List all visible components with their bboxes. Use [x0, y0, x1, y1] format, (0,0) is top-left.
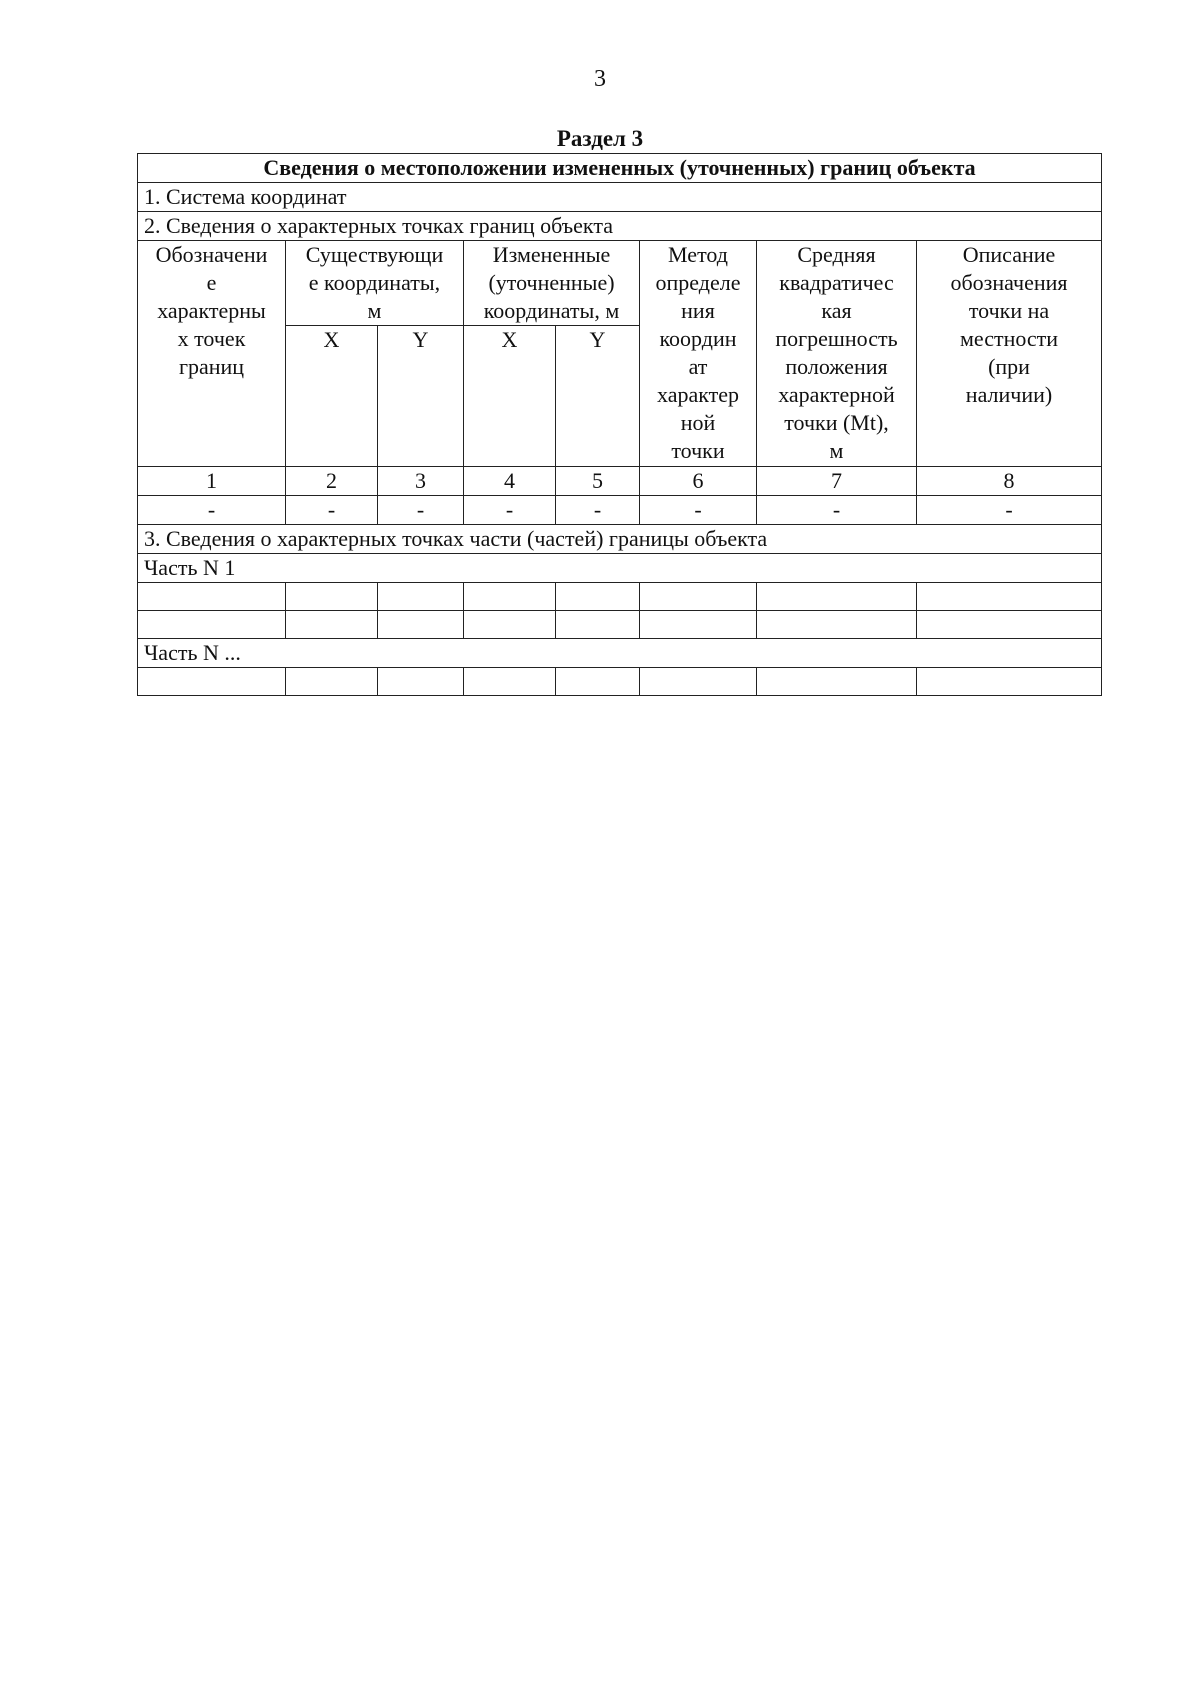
header-changed-x: X: [464, 326, 556, 467]
header-line: Существующи: [305, 242, 444, 267]
page-number: 3: [594, 66, 606, 92]
part-1-row: [138, 554, 1102, 583]
header-line: Описание: [962, 242, 1056, 267]
column-number: 8: [917, 467, 1102, 496]
table-cell: [286, 611, 378, 639]
table-cell: [556, 583, 640, 611]
column-number: 7: [757, 467, 917, 496]
header-row-1: [138, 241, 1102, 326]
table-cell: -: [757, 496, 917, 525]
header-line: характер: [656, 382, 740, 407]
header-line: х точек: [177, 326, 246, 351]
part-1-label: Часть N 1: [138, 554, 1102, 583]
header-line: кая: [821, 298, 852, 323]
table-cell: -: [378, 496, 464, 525]
table-cell: [378, 583, 464, 611]
header-line: м: [829, 438, 844, 463]
table-cell: [640, 668, 757, 696]
table-cell: [757, 583, 917, 611]
header-line: точки на: [968, 298, 1050, 323]
table-title-row: [138, 154, 1102, 183]
table-cell: [757, 611, 917, 639]
table-cell: [757, 668, 917, 696]
table-cell: [556, 611, 640, 639]
table-cell: -: [640, 496, 757, 525]
header-line: квадратичес: [779, 270, 894, 295]
header-line: м: [367, 298, 382, 323]
empty-row: [138, 583, 1102, 611]
header-line: е координаты,: [308, 270, 441, 295]
table-cell: [378, 611, 464, 639]
parts-info-row: [138, 525, 1102, 554]
header-changed-y: Y: [556, 326, 640, 467]
header-point-designation: [138, 241, 286, 467]
column-number: 2: [286, 467, 378, 496]
header-line: ной: [680, 410, 716, 435]
header-line: Метод: [668, 242, 728, 267]
header-point-description: [917, 241, 1102, 467]
header-mean-square-error: [757, 241, 917, 467]
parts-info-label: 3. Сведения о характерных точках части (частей) границы объекта: [138, 525, 1102, 554]
table-title: Сведения о местоположении измененных (уточненных) границ объекта: [138, 154, 1102, 183]
header-existing-x: X: [286, 326, 378, 467]
header-line: местности: [959, 326, 1059, 351]
header-line: границ: [178, 354, 245, 379]
table-cell: -: [556, 496, 640, 525]
column-number: 4: [464, 467, 556, 496]
column-number: 5: [556, 467, 640, 496]
header-line: положения: [785, 354, 888, 379]
header-line: точки (Mt),: [784, 410, 889, 435]
column-number: 1: [138, 467, 286, 496]
empty-row: [138, 611, 1102, 639]
column-number: 6: [640, 467, 757, 496]
table-cell: [138, 611, 286, 639]
header-existing-y: Y: [378, 326, 464, 467]
dash-row: [138, 496, 1102, 525]
coordinate-system-label: 1. Система координат: [138, 183, 1102, 212]
table-cell: [138, 583, 286, 611]
header-line: характерны: [157, 298, 266, 323]
header-line: ат: [688, 354, 708, 379]
table-cell: -: [286, 496, 378, 525]
header-line: ния: [681, 298, 715, 323]
table-cell: -: [464, 496, 556, 525]
table-cell: [286, 583, 378, 611]
header-line: (при: [988, 354, 1030, 379]
part-n-label: Часть N ...: [138, 639, 1102, 668]
table-cell: [464, 583, 556, 611]
boundary-table: [137, 153, 1102, 696]
table-cell: [138, 668, 286, 696]
table-cell: [640, 583, 757, 611]
header-line: точки: [671, 438, 725, 463]
table-cell: [556, 668, 640, 696]
header-changed-coordinates: [464, 241, 640, 326]
header-line: (уточненные): [488, 270, 615, 295]
header-line: характерной: [778, 382, 895, 407]
table-cell: -: [917, 496, 1102, 525]
header-line: определе: [655, 270, 741, 295]
table-cell: [917, 668, 1102, 696]
table-cell: [917, 611, 1102, 639]
table-cell: [464, 668, 556, 696]
header-line: наличии): [965, 382, 1053, 407]
points-info-label: 2. Сведения о характерных точках границ объекта: [138, 212, 1102, 241]
table-cell: -: [138, 496, 286, 525]
header-line: обозначения: [950, 270, 1068, 295]
header-line: Средняя: [797, 242, 876, 267]
header-method: [640, 241, 757, 467]
header-line: погрешность: [775, 326, 898, 351]
table-cell: [378, 668, 464, 696]
header-line: е: [206, 270, 217, 295]
part-n-row: [138, 639, 1102, 668]
column-number: 3: [378, 467, 464, 496]
points-info-row: [138, 212, 1102, 241]
header-line: координ: [659, 326, 737, 351]
table-cell: [917, 583, 1102, 611]
header-line: координаты, м: [483, 298, 620, 323]
table-cell: [640, 611, 757, 639]
empty-row: [138, 668, 1102, 696]
coordinate-system-row: [138, 183, 1102, 212]
header-line: Обозначени: [155, 242, 268, 267]
table-cell: [464, 611, 556, 639]
column-number-row: [138, 467, 1102, 496]
header-line: Измененные: [492, 242, 611, 267]
section-title: Раздел 3: [556, 126, 644, 151]
header-existing-coordinates: [286, 241, 464, 326]
table-cell: [286, 668, 378, 696]
